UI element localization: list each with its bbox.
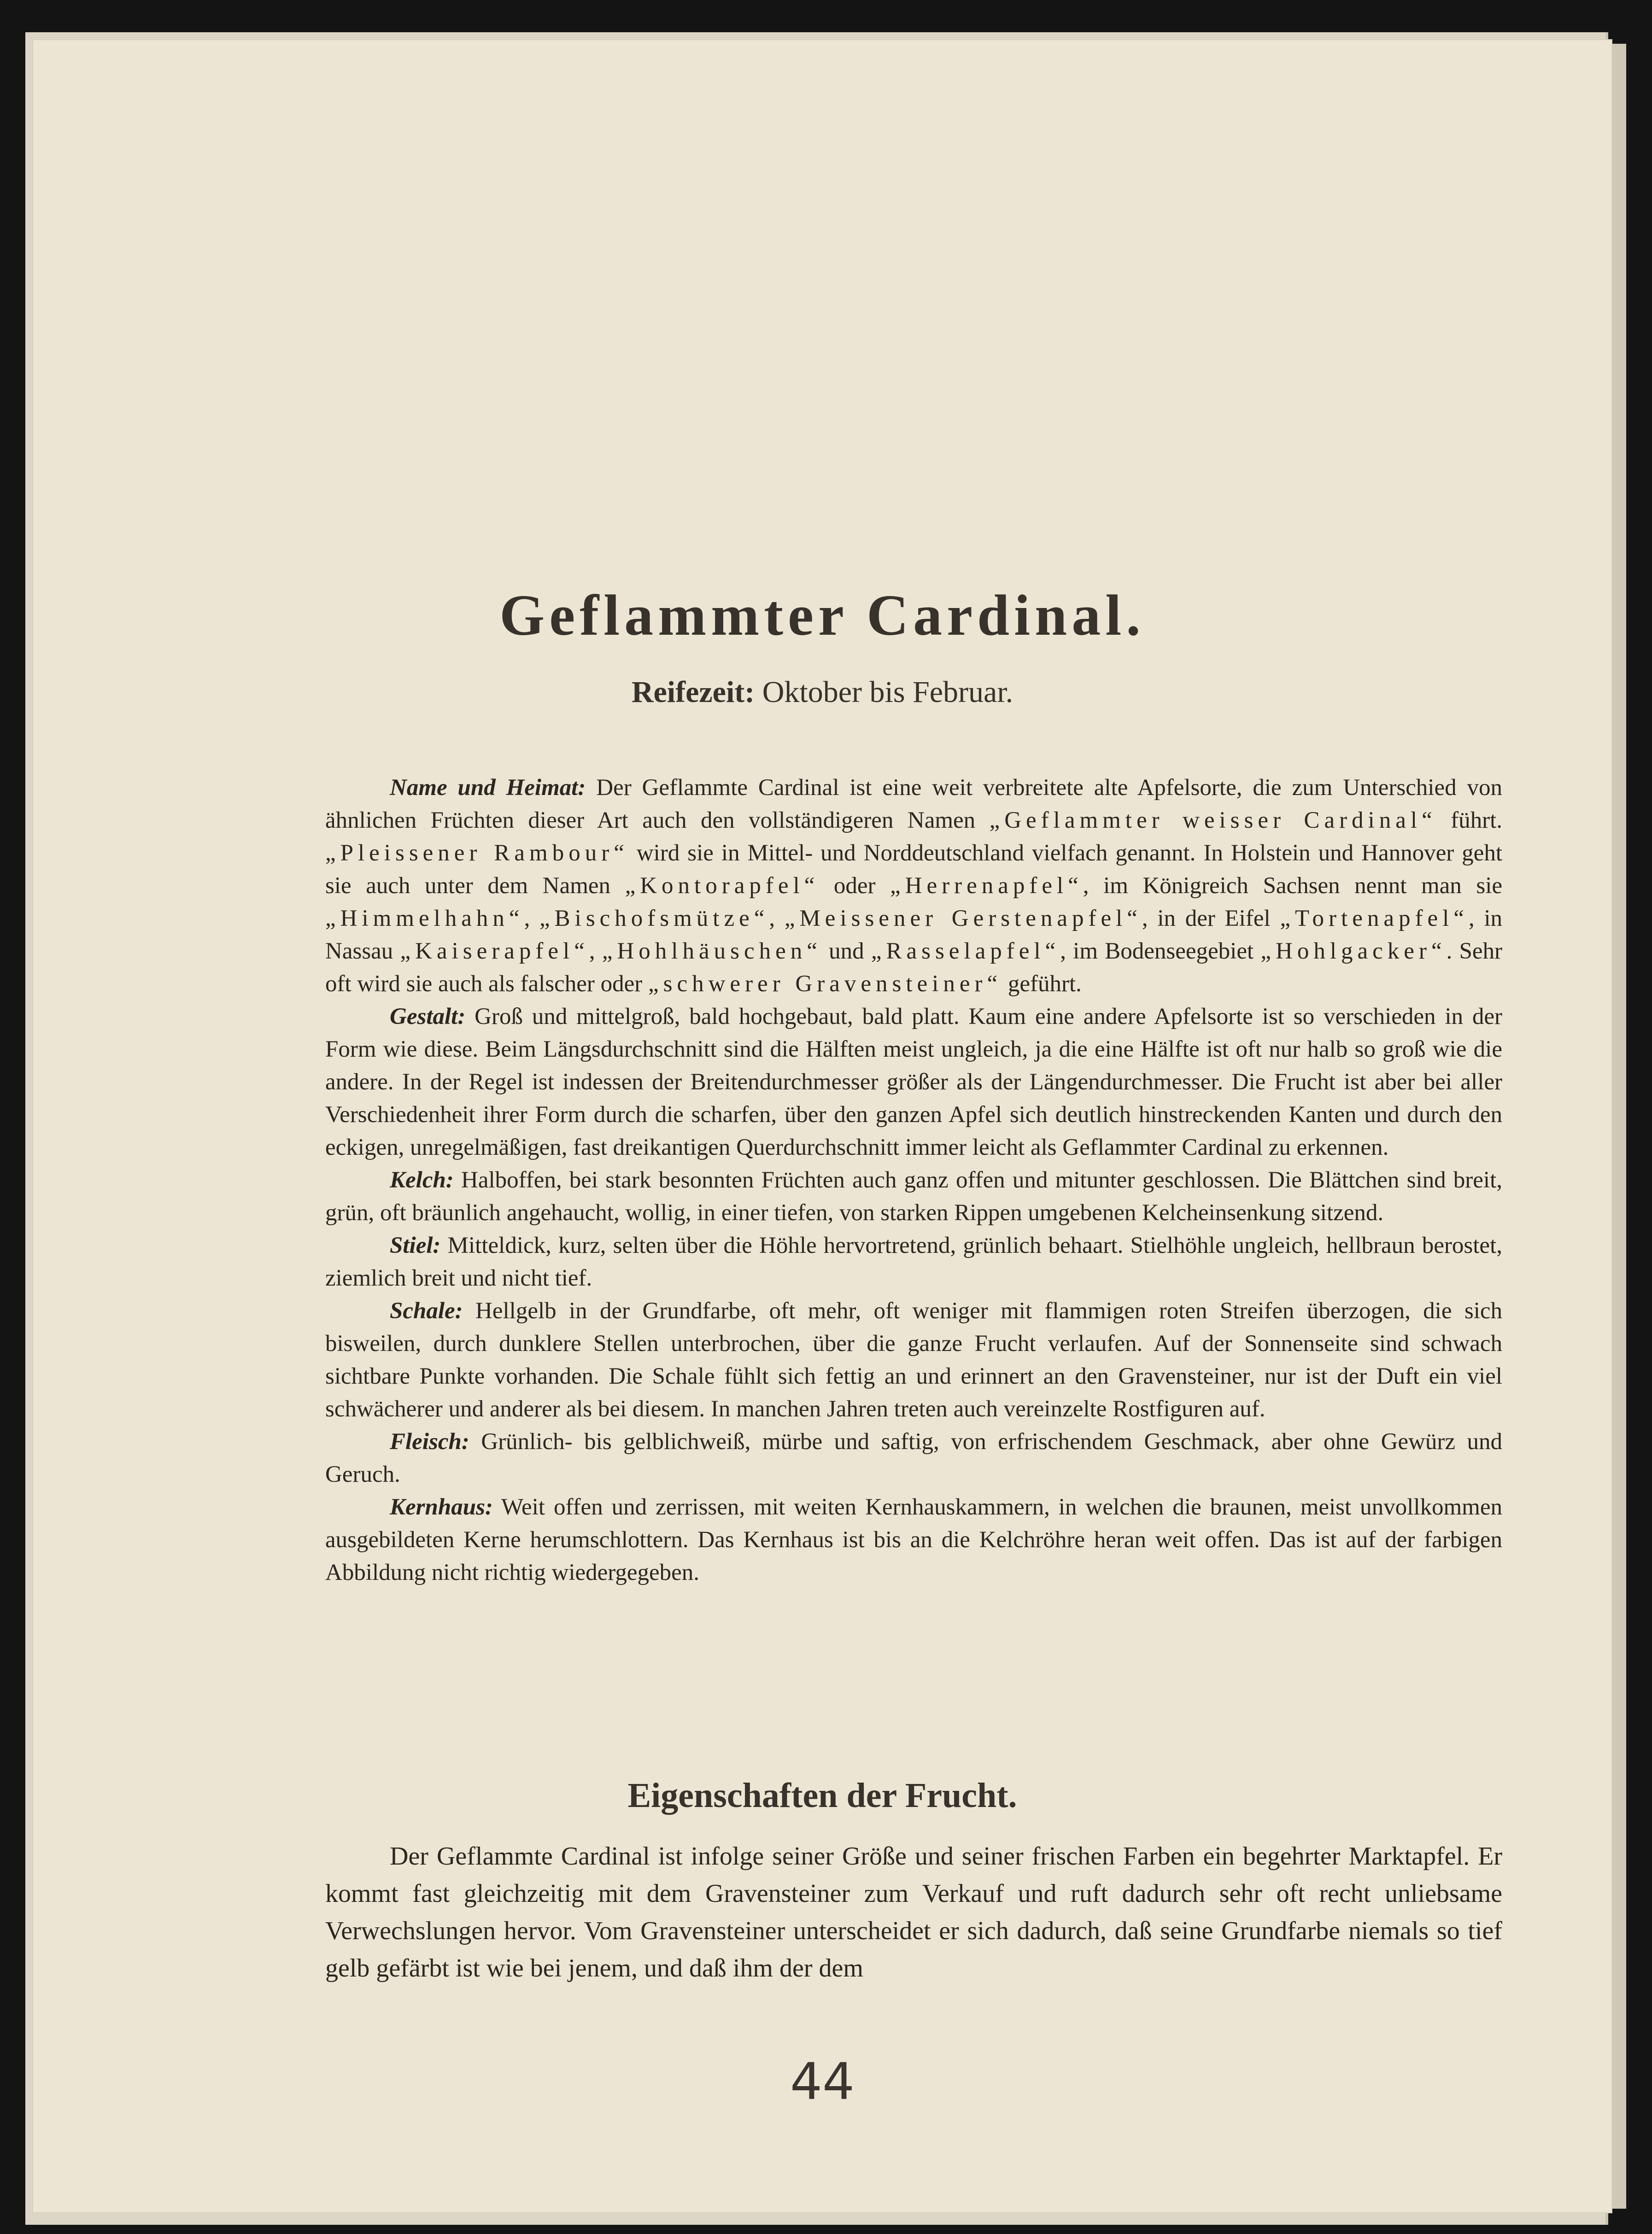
text-segment: geführt. [1002, 971, 1082, 997]
text-fleisch: Grünlich- bis gelblichweiß, mürbe und saftig, von erfrischendem Geschmack, aber ohne Gewürz und Geruch. [325, 1429, 1503, 1487]
paragraph-schale [325, 1295, 1502, 1426]
text-segment: , in der Eifel [1142, 906, 1280, 931]
label-kernhaus: Kernhaus: [390, 1494, 493, 1520]
variety-name: „Hohlgacker“ [1260, 938, 1447, 964]
text-segment: wird sie in Mittel- und Norddeutschland vielfach genannt. In Holstein und Hannover geht sie auch unter dem Namen [325, 840, 1502, 899]
label-kelch: Kelch: [390, 1167, 454, 1193]
paragraph-name-heimat [325, 772, 1502, 1000]
variety-name: „Bischofsmütze“ [539, 906, 769, 931]
variety-name: „Kaiserapfel“ [400, 938, 589, 964]
section-heading-eigenschaften: Eigenschaften der Frucht. [627, 1776, 1017, 1815]
paragraph-fleisch [325, 1426, 1502, 1491]
variety-name: „schwerer Gravensteiner“ [648, 971, 1002, 997]
page-number: 44 [790, 2052, 855, 2111]
variety-name: „Tortenapfel“ [1280, 906, 1469, 931]
text-kelch: Halboffen, bei stark besonnten Früchten auch ganz offen und mitunter geschlossen. Die Blättchen sind breit, grün, oft bräunlich angehaucht, wollig, in einer tiefen, von starken Rippen umgebenen Kelcheinsenkung sitzend. [325, 1167, 1503, 1226]
text-segment: , im Bodenseegebiet [1060, 938, 1261, 964]
label-stiel: Stiel: [390, 1233, 441, 1258]
text-segment: , in Nassau [325, 906, 1503, 964]
variety-name: „Pleissener Rambour“ [325, 840, 629, 866]
label-schale: Schale: [390, 1298, 463, 1324]
paragraph-kernhaus [325, 1491, 1502, 1589]
text-schale: Hellgelb in der Grundfarbe, oft mehr, oft weniger mit flammigen roten Streifen überzogen, die sich bisweilen, durch dunklere Stellen unterbrochen, über die ganze Frucht verlaufen. Auf der Sonnenseite sind schwach sichtbare Punkte vorhanden. Die Schale fühlt sich fettig an und erinnert an den Gravensteiner, nur ist der Duft ein viel schwächerer und anderer als bei diesem. In manchen Jahren treten auch vereinzelte Rostfiguren auf. [325, 1298, 1502, 1422]
ripening-label: Reifezeit: [631, 675, 755, 709]
label-name-heimat: Name und Heimat: [390, 775, 586, 801]
text-segment: . Sehr oft wird sie auch als falscher oder [325, 938, 1502, 997]
text-gestalt: Groß und mittelgroß, bald hochgebaut, bald platt. Kaum eine andere Apfelsorte ist so verschieden in der Form wie diese. Beim Längsdurchschnitt sind die Hälften meist ungleich, ja die eine Hälfte ist oft nur halb so groß wie die andere. In der Regel ist indessen der Breitendurchmesser größer als der Längendurchmesser. Die Frucht ist aber bei aller Verschiedenheit ihrer Form durch die scharfen, über den ganzen Apfel sich deutlich hinstreckenden Kanten und durch den eckigen, unregelmäßigen, fast dreikantigen Querdurchschnitt immer leicht als Geflammter Cardinal zu erkennen. [325, 1004, 1503, 1160]
variety-name: „Rasselapfel“ [871, 938, 1060, 964]
ripening-value: Oktober bis Februar. [762, 675, 1013, 709]
page-title: Geflammter Cardinal. [499, 584, 1145, 648]
variety-name: „Geflammter weisser Cardinal“ [989, 807, 1437, 833]
paragraph-eigenschaften: Der Geflammte Cardinal ist infolge seiner Größe und seiner frischen Farben ein begehrter Marktapfel. Er kommt fast gleichzeitig mit dem Gravensteiner zum Verkauf und ruft dadurch sehr oft recht unliebsame Verwechslungen hervor. Vom Gravensteiner unterscheidet er sich dadurch, daß seine Grundfarbe niemals so tief gelb gefärbt ist wie bei jenem, und daß ihm der dem [325, 1842, 1502, 1983]
variety-name: „Meissener Gerstenapfel“ [784, 906, 1142, 931]
variety-name: „Herrenapfel“ [890, 873, 1083, 899]
text-segment: , [524, 906, 539, 931]
description-body [325, 772, 1502, 1589]
text-segment: , [769, 906, 785, 931]
text-segment: , im Königreich Sachsen nennt man sie [1083, 873, 1503, 899]
ripening-line [32, 675, 1612, 710]
text-segment: Der Geflammte Cardinal ist eine weit verbreitete alte Apfelsorte, die zum Unterschied von ähnlichen Früchten dieser Art auch den vollständigeren Namen [325, 775, 1502, 833]
text-segment: oder [819, 873, 890, 899]
eigenschaften-body [325, 1838, 1502, 1987]
text-stiel: Mitteldick, kurz, selten über die Höhle hervortretend, grünlich behaart. Stielhöhle ungleich, hellbraun berostet, ziemlich breit und nicht tief. [325, 1233, 1502, 1291]
text-segment: führt. [1436, 807, 1502, 833]
text-segment: , [589, 938, 602, 964]
variety-name: „Hohlhäuschen“ [602, 938, 822, 964]
variety-name: „Kontorapfel“ [625, 873, 820, 899]
text-segment: und [821, 938, 871, 964]
variety-name: „Himmelhahn“ [325, 906, 524, 931]
book-page [32, 39, 1612, 2213]
label-fleisch: Fleisch: [390, 1429, 469, 1455]
paragraph-gestalt [325, 1000, 1502, 1164]
paragraph-kelch [325, 1164, 1502, 1229]
text-kernhaus: Weit offen und zerrissen, mit weiten Kernhauskammern, in welchen die braunen, meist unvollkommen ausgebildeten Kerne herumschlottern. Das Kernhaus ist bis an die Kelchröhre heran weit offen. Das ist auf der farbigen Abbildung nicht richtig wiedergegeben. [325, 1494, 1502, 1585]
label-gestalt: Gestalt: [390, 1004, 466, 1029]
paragraph-stiel [325, 1229, 1502, 1295]
